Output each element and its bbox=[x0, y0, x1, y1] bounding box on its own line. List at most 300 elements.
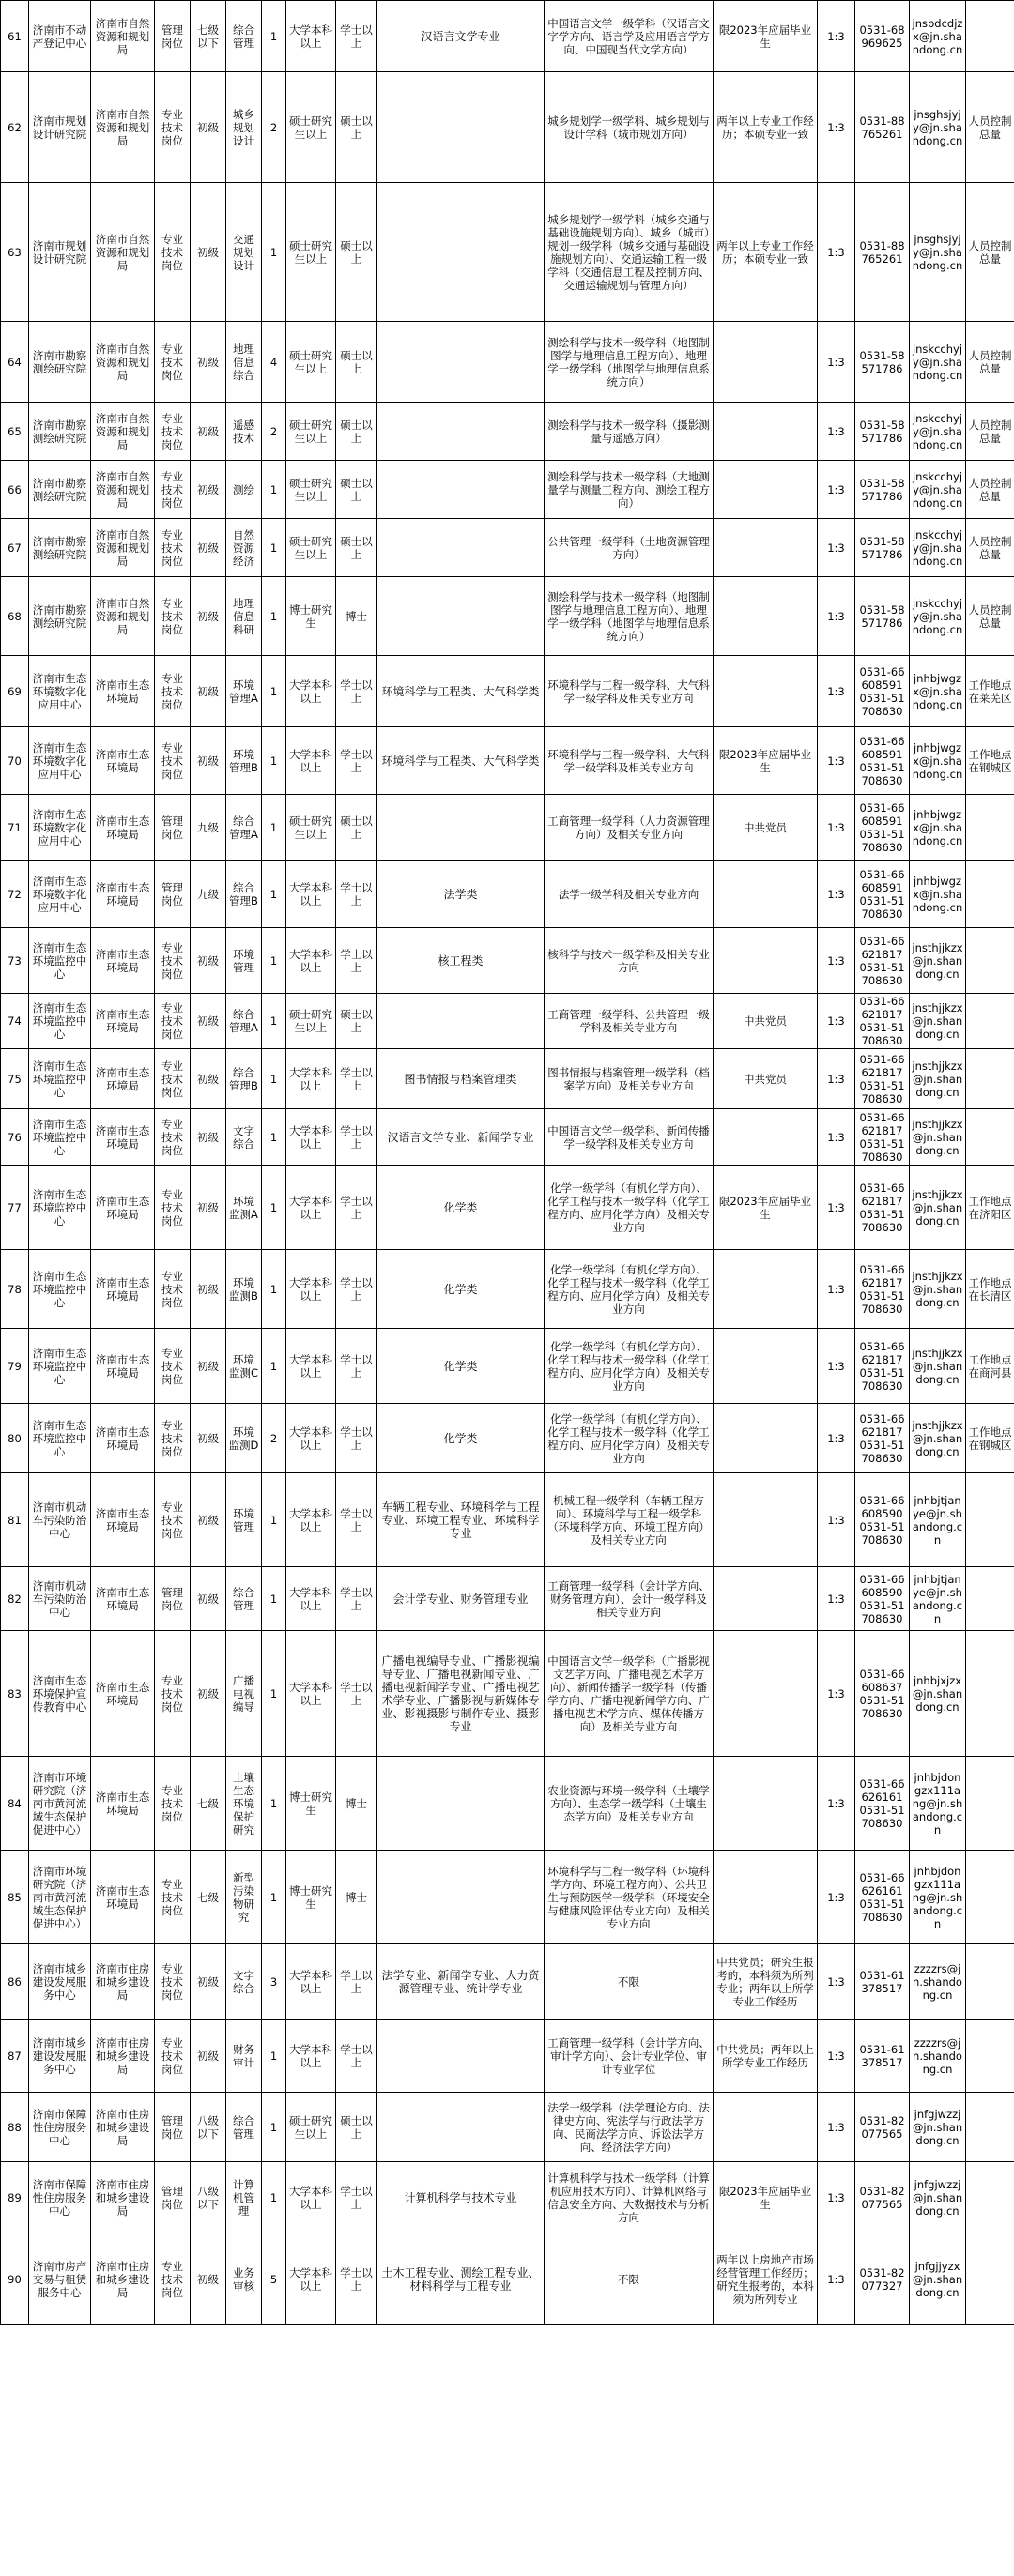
cell-count: 1 bbox=[262, 1329, 286, 1404]
cell-major-postgraduate: 法学一级学科及相关专业方向 bbox=[545, 861, 714, 928]
cell-remark: 工作地点在商河县 bbox=[966, 1329, 1014, 1404]
cell-post-name: 文字综合 bbox=[226, 1109, 262, 1166]
cell-major-undergraduate bbox=[377, 519, 545, 577]
cell-major-postgraduate: 法学一级学科（法学理论方向、法律史方向、宪法学与行政法学方向、民商法学方向、诉讼法学方向、经济法学方向） bbox=[545, 2093, 714, 2162]
table-row bbox=[1, 72, 1014, 183]
cell-unit: 济南市生态环境监控中心 bbox=[29, 994, 91, 1049]
cell-major-undergraduate: 车辆工程专业、环境科学与工程专业、环境工程专业、环境科学专业 bbox=[377, 1473, 545, 1567]
cell-email: jnsthjjkzx@jn.shandong.cn bbox=[910, 1166, 966, 1250]
cell-count: 1 bbox=[262, 461, 286, 519]
cell-degree: 学士以上 bbox=[336, 1404, 377, 1473]
cell-major-postgraduate: 工商管理一级学科、公共管理一级学科及相关专业方向 bbox=[545, 994, 714, 1049]
cell-major-undergraduate: 化学类 bbox=[377, 1329, 545, 1404]
cell-phone: 0531-66626161 0531-51708630 bbox=[855, 1757, 910, 1851]
cell-email: jnfgjjyzx@jn.shandong.cn bbox=[910, 2233, 966, 2325]
cell-phone: 0531-66608591 0531-51708630 bbox=[855, 727, 910, 795]
table-row bbox=[1, 1851, 1014, 1944]
cell-count: 1 bbox=[262, 1, 286, 72]
cell-phone: 0531-66621817 0531-51708630 bbox=[855, 1404, 910, 1473]
cell-phone: 0531-82077565 bbox=[855, 2162, 910, 2233]
cell-number: 69 bbox=[1, 656, 29, 727]
cell-major-postgraduate: 不限 bbox=[545, 1944, 714, 2020]
cell-post-name: 环境监测B bbox=[226, 1250, 262, 1329]
cell-post-name: 新型污染物研究 bbox=[226, 1851, 262, 1944]
cell-email: jnfgjwzzj@jn.shandong.cn bbox=[910, 2093, 966, 2162]
cell-phone: 0531-66608591 0531-51708630 bbox=[855, 861, 910, 928]
cell-major-undergraduate: 化学类 bbox=[377, 1166, 545, 1250]
cell-post-level: 初级 bbox=[191, 994, 226, 1049]
cell-degree: 硕士以上 bbox=[336, 519, 377, 577]
cell-phone: 0531-66621817 0531-51708630 bbox=[855, 928, 910, 994]
cell-phone: 0531-61378517 bbox=[855, 2020, 910, 2093]
cell-post-type: 专业技术岗位 bbox=[155, 1049, 191, 1109]
cell-ratio: 1:3 bbox=[818, 1567, 855, 1631]
cell-remark: 人员控制总量 bbox=[966, 72, 1014, 183]
cell-email: jnsbdcdjzx@jn.shandong.cn bbox=[910, 1, 966, 72]
cell-post-level: 初级 bbox=[191, 727, 226, 795]
cell-degree: 学士以上 bbox=[336, 2233, 377, 2325]
cell-major-postgraduate: 不限 bbox=[545, 2233, 714, 2325]
cell-degree: 博士 bbox=[336, 1851, 377, 1944]
cell-unit: 济南市勘察测绘研究院 bbox=[29, 322, 91, 403]
cell-major-undergraduate: 化学类 bbox=[377, 1250, 545, 1329]
cell-other-requirements bbox=[714, 519, 818, 577]
cell-post-level: 初级 bbox=[191, 403, 226, 461]
cell-post-name: 环境监测D bbox=[226, 1404, 262, 1473]
cell-email: jnsghsjyjy@jn.shandong.cn bbox=[910, 183, 966, 322]
cell-department: 济南市生态环境局 bbox=[91, 1329, 155, 1404]
cell-major-postgraduate: 工商管理一级学科（会计学方向、审计学方向）、会计专业学位、审计专业学位 bbox=[545, 2020, 714, 2093]
cell-department: 济南市自然资源和规划局 bbox=[91, 519, 155, 577]
cell-post-level: 七级以下 bbox=[191, 1, 226, 72]
cell-unit: 济南市环境研究院（济南市黄河流域生态保护促进中心） bbox=[29, 1851, 91, 1944]
cell-remark: 人员控制总量 bbox=[966, 322, 1014, 403]
cell-degree: 博士 bbox=[336, 1757, 377, 1851]
cell-post-name: 计算机管理 bbox=[226, 2162, 262, 2233]
cell-remark: 工作地点在钢城区 bbox=[966, 1404, 1014, 1473]
cell-email: jnhbjtjanye@jn.shandong.cn bbox=[910, 1473, 966, 1567]
cell-major-undergraduate: 法学类 bbox=[377, 861, 545, 928]
cell-major-postgraduate: 化学一级学科（有机化学方向）、化学工程与技术一级学科（化学工程方向、应用化学方向）及相关专业方向 bbox=[545, 1250, 714, 1329]
cell-email: jnhbjwgzx@jn.shandong.cn bbox=[910, 861, 966, 928]
cell-post-type: 专业技术岗位 bbox=[155, 403, 191, 461]
cell-other-requirements: 两年以上专业工作经历；本硕专业一致 bbox=[714, 183, 818, 322]
cell-email: jnskcchyjy@jn.shandong.cn bbox=[910, 403, 966, 461]
cell-post-name: 土壤生态环境保护研究 bbox=[226, 1757, 262, 1851]
cell-other-requirements: 限2023年应届毕业生 bbox=[714, 727, 818, 795]
cell-post-name: 综合管理B bbox=[226, 1049, 262, 1109]
cell-education: 大学本科以上 bbox=[286, 1250, 336, 1329]
cell-post-name: 地理信息综合 bbox=[226, 322, 262, 403]
cell-post-name: 遥感技术 bbox=[226, 403, 262, 461]
cell-post-type: 管理岗位 bbox=[155, 861, 191, 928]
cell-remark bbox=[966, 2020, 1014, 2093]
cell-other-requirements: 中共党员；研究生报考的，本科须为所列专业；两年以上所学专业工作经历 bbox=[714, 1944, 818, 2020]
table-row bbox=[1, 519, 1014, 577]
cell-unit: 济南市生态环境监控中心 bbox=[29, 1250, 91, 1329]
cell-unit: 济南市勘察测绘研究院 bbox=[29, 577, 91, 656]
cell-major-postgraduate: 测绘科学与技术一级学科（摄影测量与遥感方向） bbox=[545, 403, 714, 461]
cell-ratio: 1:3 bbox=[818, 1109, 855, 1166]
cell-ratio: 1:3 bbox=[818, 2020, 855, 2093]
cell-major-postgraduate: 机械工程一级学科（车辆工程方向）、环境科学与工程一级学科（环境科学方向、环境工程方向）及相关专业方向 bbox=[545, 1473, 714, 1567]
cell-major-postgraduate: 测绘科学与技术一级学科（地图制图学与地理信息工程方向）、地理学一级学科（地图学与地理信息系统方向） bbox=[545, 322, 714, 403]
cell-email: jnhbjwgzx@jn.shandong.cn bbox=[910, 656, 966, 727]
cell-unit: 济南市生态环境监控中心 bbox=[29, 1404, 91, 1473]
cell-number: 64 bbox=[1, 322, 29, 403]
cell-phone: 0531-66626161 0531-51708630 bbox=[855, 1851, 910, 1944]
cell-major-undergraduate: 计算机科学与技术专业 bbox=[377, 2162, 545, 2233]
cell-degree: 硕士以上 bbox=[336, 322, 377, 403]
cell-education: 大学本科以上 bbox=[286, 2162, 336, 2233]
cell-count: 2 bbox=[262, 403, 286, 461]
cell-post-type: 专业技术岗位 bbox=[155, 72, 191, 183]
cell-post-type: 专业技术岗位 bbox=[155, 2233, 191, 2325]
cell-education: 大学本科以上 bbox=[286, 861, 336, 928]
cell-post-level: 初级 bbox=[191, 2233, 226, 2325]
cell-post-level: 初级 bbox=[191, 1329, 226, 1404]
cell-ratio: 1:3 bbox=[818, 322, 855, 403]
cell-post-name: 环境监测A bbox=[226, 1166, 262, 1250]
cell-number: 62 bbox=[1, 72, 29, 183]
cell-count: 1 bbox=[262, 1567, 286, 1631]
cell-major-postgraduate: 环境科学与工程一级学科、大气科学一级学科及相关专业方向 bbox=[545, 656, 714, 727]
cell-post-name: 财务审计 bbox=[226, 2020, 262, 2093]
cell-phone: 0531-66621817 0531-51708630 bbox=[855, 1049, 910, 1109]
cell-major-undergraduate bbox=[377, 2020, 545, 2093]
cell-unit: 济南市机动车污染防治中心 bbox=[29, 1567, 91, 1631]
cell-major-undergraduate: 图书情报与档案管理类 bbox=[377, 1049, 545, 1109]
cell-department: 济南市自然资源和规划局 bbox=[91, 577, 155, 656]
cell-ratio: 1:3 bbox=[818, 727, 855, 795]
cell-number: 65 bbox=[1, 403, 29, 461]
cell-count: 1 bbox=[262, 183, 286, 322]
cell-unit: 济南市生态环境数字化应用中心 bbox=[29, 861, 91, 928]
cell-department: 济南市住房和城乡建设局 bbox=[91, 2233, 155, 2325]
cell-other-requirements bbox=[714, 928, 818, 994]
cell-phone: 0531-82077565 bbox=[855, 2093, 910, 2162]
cell-unit: 济南市勘察测绘研究院 bbox=[29, 461, 91, 519]
cell-post-level: 八级以下 bbox=[191, 2093, 226, 2162]
cell-other-requirements: 限2023年应届毕业生 bbox=[714, 1166, 818, 1250]
cell-major-undergraduate bbox=[377, 1757, 545, 1851]
cell-count: 4 bbox=[262, 322, 286, 403]
cell-phone: 0531-61378517 bbox=[855, 1944, 910, 2020]
cell-unit: 济南市生态环境数字化应用中心 bbox=[29, 727, 91, 795]
cell-other-requirements bbox=[714, 1404, 818, 1473]
cell-ratio: 1:3 bbox=[818, 1944, 855, 2020]
table-row bbox=[1, 994, 1014, 1049]
cell-number: 81 bbox=[1, 1473, 29, 1567]
cell-department: 济南市生态环境局 bbox=[91, 795, 155, 861]
cell-count: 1 bbox=[262, 2162, 286, 2233]
cell-post-level: 七级 bbox=[191, 1757, 226, 1851]
cell-other-requirements bbox=[714, 1109, 818, 1166]
cell-other-requirements: 中共党员 bbox=[714, 994, 818, 1049]
cell-degree: 学士以上 bbox=[336, 2020, 377, 2093]
cell-ratio: 1:3 bbox=[818, 1, 855, 72]
cell-email: jnhbjtjanye@jn.shandong.cn bbox=[910, 1567, 966, 1631]
table-row bbox=[1, 1109, 1014, 1166]
cell-education: 硕士研究生以上 bbox=[286, 519, 336, 577]
cell-post-name: 广播电视编导 bbox=[226, 1631, 262, 1757]
table-row bbox=[1, 577, 1014, 656]
cell-education: 大学本科以上 bbox=[286, 1049, 336, 1109]
cell-major-postgraduate: 化学一级学科（有机化学方向）、化学工程与技术一级学科（化学工程方向、应用化学方向）及相关专业方向 bbox=[545, 1166, 714, 1250]
cell-post-type: 专业技术岗位 bbox=[155, 1944, 191, 2020]
cell-major-undergraduate bbox=[377, 72, 545, 183]
cell-post-level: 初级 bbox=[191, 461, 226, 519]
cell-major-postgraduate: 中国语言文学一级学科（广播影视文艺学方向、广播电视艺术学方向）、新闻传播学一级学科（传播学方向、广播电视新闻学方向、广播电视艺术学方向、媒体传播方向）及相关专业方向 bbox=[545, 1631, 714, 1757]
cell-department: 济南市自然资源和规划局 bbox=[91, 1, 155, 72]
cell-major-postgraduate: 核科学与技术一级学科及相关专业方向 bbox=[545, 928, 714, 994]
cell-major-postgraduate: 中国语言文学一级学科、新闻传播学一级学科及相关专业方向 bbox=[545, 1109, 714, 1166]
cell-post-type: 专业技术岗位 bbox=[155, 1404, 191, 1473]
cell-post-level: 九级 bbox=[191, 861, 226, 928]
table-row bbox=[1, 1944, 1014, 2020]
cell-number: 61 bbox=[1, 1, 29, 72]
cell-remark bbox=[966, 795, 1014, 861]
cell-degree: 学士以上 bbox=[336, 1, 377, 72]
cell-email: jnsthjjkzx@jn.shandong.cn bbox=[910, 1049, 966, 1109]
cell-count: 1 bbox=[262, 1473, 286, 1567]
cell-number: 76 bbox=[1, 1109, 29, 1166]
cell-unit: 济南市生态环境数字化应用中心 bbox=[29, 656, 91, 727]
cell-major-undergraduate: 汉语言文学专业 bbox=[377, 1, 545, 72]
cell-major-undergraduate bbox=[377, 183, 545, 322]
cell-post-name: 文字综合 bbox=[226, 1944, 262, 2020]
cell-number: 79 bbox=[1, 1329, 29, 1404]
cell-department: 济南市生态环境局 bbox=[91, 994, 155, 1049]
cell-post-type: 管理岗位 bbox=[155, 1567, 191, 1631]
cell-count: 2 bbox=[262, 72, 286, 183]
cell-other-requirements bbox=[714, 1473, 818, 1567]
cell-unit: 济南市生态环境监控中心 bbox=[29, 1166, 91, 1250]
cell-degree: 硕士以上 bbox=[336, 461, 377, 519]
cell-phone: 0531-66621817 0531-51708630 bbox=[855, 1109, 910, 1166]
table-row bbox=[1, 795, 1014, 861]
cell-post-name: 综合管理B bbox=[226, 861, 262, 928]
cell-other-requirements bbox=[714, 656, 818, 727]
cell-remark bbox=[966, 1109, 1014, 1166]
cell-degree: 学士以上 bbox=[336, 1944, 377, 2020]
cell-unit: 济南市勘察测绘研究院 bbox=[29, 403, 91, 461]
cell-phone: 0531-58571786 bbox=[855, 577, 910, 656]
cell-number: 63 bbox=[1, 183, 29, 322]
cell-education: 大学本科以上 bbox=[286, 1166, 336, 1250]
cell-other-requirements bbox=[714, 1329, 818, 1404]
cell-degree: 博士 bbox=[336, 577, 377, 656]
cell-remark: 工作地点在长清区 bbox=[966, 1250, 1014, 1329]
cell-post-name: 城乡规划设计 bbox=[226, 72, 262, 183]
cell-count: 1 bbox=[262, 519, 286, 577]
cell-major-undergraduate: 会计学专业、财务管理专业 bbox=[377, 1567, 545, 1631]
cell-ratio: 1:3 bbox=[818, 795, 855, 861]
cell-degree: 学士以上 bbox=[336, 1631, 377, 1757]
cell-other-requirements bbox=[714, 1757, 818, 1851]
cell-post-type: 专业技术岗位 bbox=[155, 1757, 191, 1851]
cell-unit: 济南市生态环境监控中心 bbox=[29, 1049, 91, 1109]
cell-email: jnsthjjkzx@jn.shandong.cn bbox=[910, 928, 966, 994]
cell-post-type: 管理岗位 bbox=[155, 2093, 191, 2162]
cell-post-type: 管理岗位 bbox=[155, 795, 191, 861]
cell-major-undergraduate: 环境科学与工程类、大气科学类 bbox=[377, 727, 545, 795]
cell-other-requirements: 两年以上房地产市场经营管理工作经历；研究生报考的，本科须为所列专业 bbox=[714, 2233, 818, 2325]
cell-count: 1 bbox=[262, 2093, 286, 2162]
table-row bbox=[1, 727, 1014, 795]
cell-remark bbox=[966, 2162, 1014, 2233]
cell-major-undergraduate bbox=[377, 577, 545, 656]
cell-post-name: 业务审核 bbox=[226, 2233, 262, 2325]
cell-education: 硕士研究生以上 bbox=[286, 2093, 336, 2162]
cell-unit: 济南市不动产登记中心 bbox=[29, 1, 91, 72]
cell-number: 88 bbox=[1, 2093, 29, 2162]
cell-email: zzzzrs@jn.shandong.cn bbox=[910, 2020, 966, 2093]
table-row bbox=[1, 2233, 1014, 2325]
cell-degree: 硕士以上 bbox=[336, 994, 377, 1049]
cell-post-name: 综合管理 bbox=[226, 2093, 262, 2162]
cell-number: 68 bbox=[1, 577, 29, 656]
cell-post-level: 初级 bbox=[191, 72, 226, 183]
cell-major-postgraduate: 测绘科学与技术一级学科（地图制图学与地理信息工程方向）、地理学一级学科（地图学与地理信息系统方向） bbox=[545, 577, 714, 656]
cell-number: 67 bbox=[1, 519, 29, 577]
cell-ratio: 1:3 bbox=[818, 403, 855, 461]
cell-other-requirements: 中共党员；两年以上所学专业工作经历 bbox=[714, 2020, 818, 2093]
cell-education: 大学本科以上 bbox=[286, 2020, 336, 2093]
cell-remark bbox=[966, 2233, 1014, 2325]
cell-ratio: 1:3 bbox=[818, 1166, 855, 1250]
cell-ratio: 1:3 bbox=[818, 2233, 855, 2325]
cell-phone: 0531-68969625 bbox=[855, 1, 910, 72]
cell-ratio: 1:3 bbox=[818, 1757, 855, 1851]
cell-count: 1 bbox=[262, 1851, 286, 1944]
cell-post-type: 专业技术岗位 bbox=[155, 577, 191, 656]
cell-unit: 济南市生态环境保护宣传教育中心 bbox=[29, 1631, 91, 1757]
table-row bbox=[1, 861, 1014, 928]
cell-education: 大学本科以上 bbox=[286, 1631, 336, 1757]
cell-post-type: 专业技术岗位 bbox=[155, 994, 191, 1049]
cell-degree: 学士以上 bbox=[336, 1567, 377, 1631]
cell-remark bbox=[966, 1631, 1014, 1757]
cell-department: 济南市生态环境局 bbox=[91, 1757, 155, 1851]
cell-post-type: 专业技术岗位 bbox=[155, 461, 191, 519]
cell-count: 1 bbox=[262, 656, 286, 727]
cell-major-undergraduate bbox=[377, 461, 545, 519]
cell-post-level: 初级 bbox=[191, 322, 226, 403]
cell-count: 3 bbox=[262, 1944, 286, 2020]
cell-major-undergraduate: 核工程类 bbox=[377, 928, 545, 994]
cell-major-postgraduate: 公共管理一级学科（土地资源管理方向） bbox=[545, 519, 714, 577]
cell-count: 1 bbox=[262, 1049, 286, 1109]
cell-major-postgraduate: 化学一级学科（有机化学方向）、化学工程与技术一级学科（化学工程方向、应用化学方向）及相关专业方向 bbox=[545, 1329, 714, 1404]
cell-post-type: 专业技术岗位 bbox=[155, 1109, 191, 1166]
cell-phone: 0531-88765261 bbox=[855, 183, 910, 322]
cell-education: 大学本科以上 bbox=[286, 1567, 336, 1631]
cell-department: 济南市生态环境局 bbox=[91, 1473, 155, 1567]
cell-ratio: 1:3 bbox=[818, 1329, 855, 1404]
cell-post-name: 综合管理A bbox=[226, 994, 262, 1049]
cell-post-level: 初级 bbox=[191, 1631, 226, 1757]
cell-number: 89 bbox=[1, 2162, 29, 2233]
cell-major-undergraduate: 环境科学与工程类、大气科学类 bbox=[377, 656, 545, 727]
cell-degree: 硕士以上 bbox=[336, 2093, 377, 2162]
cell-remark bbox=[966, 1, 1014, 72]
cell-remark: 人员控制总量 bbox=[966, 577, 1014, 656]
cell-post-name: 综合管理A bbox=[226, 795, 262, 861]
cell-remark: 人员控制总量 bbox=[966, 183, 1014, 322]
cell-post-name: 交通规划设计 bbox=[226, 183, 262, 322]
cell-remark: 工作地点在济阳区 bbox=[966, 1166, 1014, 1250]
cell-degree: 学士以上 bbox=[336, 1473, 377, 1567]
cell-degree: 硕士以上 bbox=[336, 183, 377, 322]
cell-ratio: 1:3 bbox=[818, 72, 855, 183]
cell-count: 2 bbox=[262, 1404, 286, 1473]
cell-education: 大学本科以上 bbox=[286, 1109, 336, 1166]
cell-post-type: 专业技术岗位 bbox=[155, 1250, 191, 1329]
cell-number: 73 bbox=[1, 928, 29, 994]
cell-department: 济南市生态环境局 bbox=[91, 727, 155, 795]
cell-other-requirements bbox=[714, 1250, 818, 1329]
cell-number: 71 bbox=[1, 795, 29, 861]
cell-ratio: 1:3 bbox=[818, 1049, 855, 1109]
cell-phone: 0531-58571786 bbox=[855, 461, 910, 519]
cell-number: 87 bbox=[1, 2020, 29, 2093]
cell-remark bbox=[966, 994, 1014, 1049]
cell-ratio: 1:3 bbox=[818, 994, 855, 1049]
cell-other-requirements bbox=[714, 577, 818, 656]
cell-remark bbox=[966, 1851, 1014, 1944]
cell-count: 5 bbox=[262, 2233, 286, 2325]
cell-education: 博士研究生 bbox=[286, 577, 336, 656]
cell-remark: 人员控制总量 bbox=[966, 461, 1014, 519]
cell-other-requirements bbox=[714, 2093, 818, 2162]
cell-education: 硕士研究生以上 bbox=[286, 183, 336, 322]
cell-unit: 济南市生态环境监控中心 bbox=[29, 928, 91, 994]
table-row bbox=[1, 1757, 1014, 1851]
cell-phone: 0531-66608591 0531-51708630 bbox=[855, 656, 910, 727]
cell-post-type: 专业技术岗位 bbox=[155, 1631, 191, 1757]
table-row bbox=[1, 1404, 1014, 1473]
cell-email: jnskcchyjy@jn.shandong.cn bbox=[910, 577, 966, 656]
cell-post-level: 初级 bbox=[191, 183, 226, 322]
cell-unit: 济南市机动车污染防治中心 bbox=[29, 1473, 91, 1567]
cell-unit: 济南市城乡建设发展服务中心 bbox=[29, 2020, 91, 2093]
cell-remark: 人员控制总量 bbox=[966, 403, 1014, 461]
cell-phone: 0531-58571786 bbox=[855, 403, 910, 461]
cell-post-name: 测绘 bbox=[226, 461, 262, 519]
cell-post-name: 综合管理 bbox=[226, 1, 262, 72]
cell-other-requirements bbox=[714, 1567, 818, 1631]
cell-post-type: 专业技术岗位 bbox=[155, 1851, 191, 1944]
cell-count: 1 bbox=[262, 1631, 286, 1757]
cell-post-level: 初级 bbox=[191, 1049, 226, 1109]
cell-education: 大学本科以上 bbox=[286, 1944, 336, 2020]
cell-phone: 0531-66608591 0531-51708630 bbox=[855, 795, 910, 861]
cell-number: 82 bbox=[1, 1567, 29, 1631]
cell-count: 1 bbox=[262, 994, 286, 1049]
table-row bbox=[1, 2093, 1014, 2162]
cell-post-type: 专业技术岗位 bbox=[155, 727, 191, 795]
cell-other-requirements bbox=[714, 403, 818, 461]
cell-post-level: 初级 bbox=[191, 2020, 226, 2093]
cell-ratio: 1:3 bbox=[818, 183, 855, 322]
table-row bbox=[1, 2020, 1014, 2093]
cell-unit: 济南市生态环境监控中心 bbox=[29, 1109, 91, 1166]
cell-unit: 济南市房产交易与租赁服务中心 bbox=[29, 2233, 91, 2325]
cell-major-postgraduate: 城乡规划学一级学科（城乡交通与基础设施规划方向）、城乡（城市）规划一级学科（城乡交通与基础设施规划方向）、交通运输工程一级学科（交通信息工程及控制方向、交通运输规划与管理方向） bbox=[545, 183, 714, 322]
cell-education: 大学本科以上 bbox=[286, 2233, 336, 2325]
cell-major-undergraduate: 土木工程专业、测绘工程专业、材料科学与工程专业 bbox=[377, 2233, 545, 2325]
